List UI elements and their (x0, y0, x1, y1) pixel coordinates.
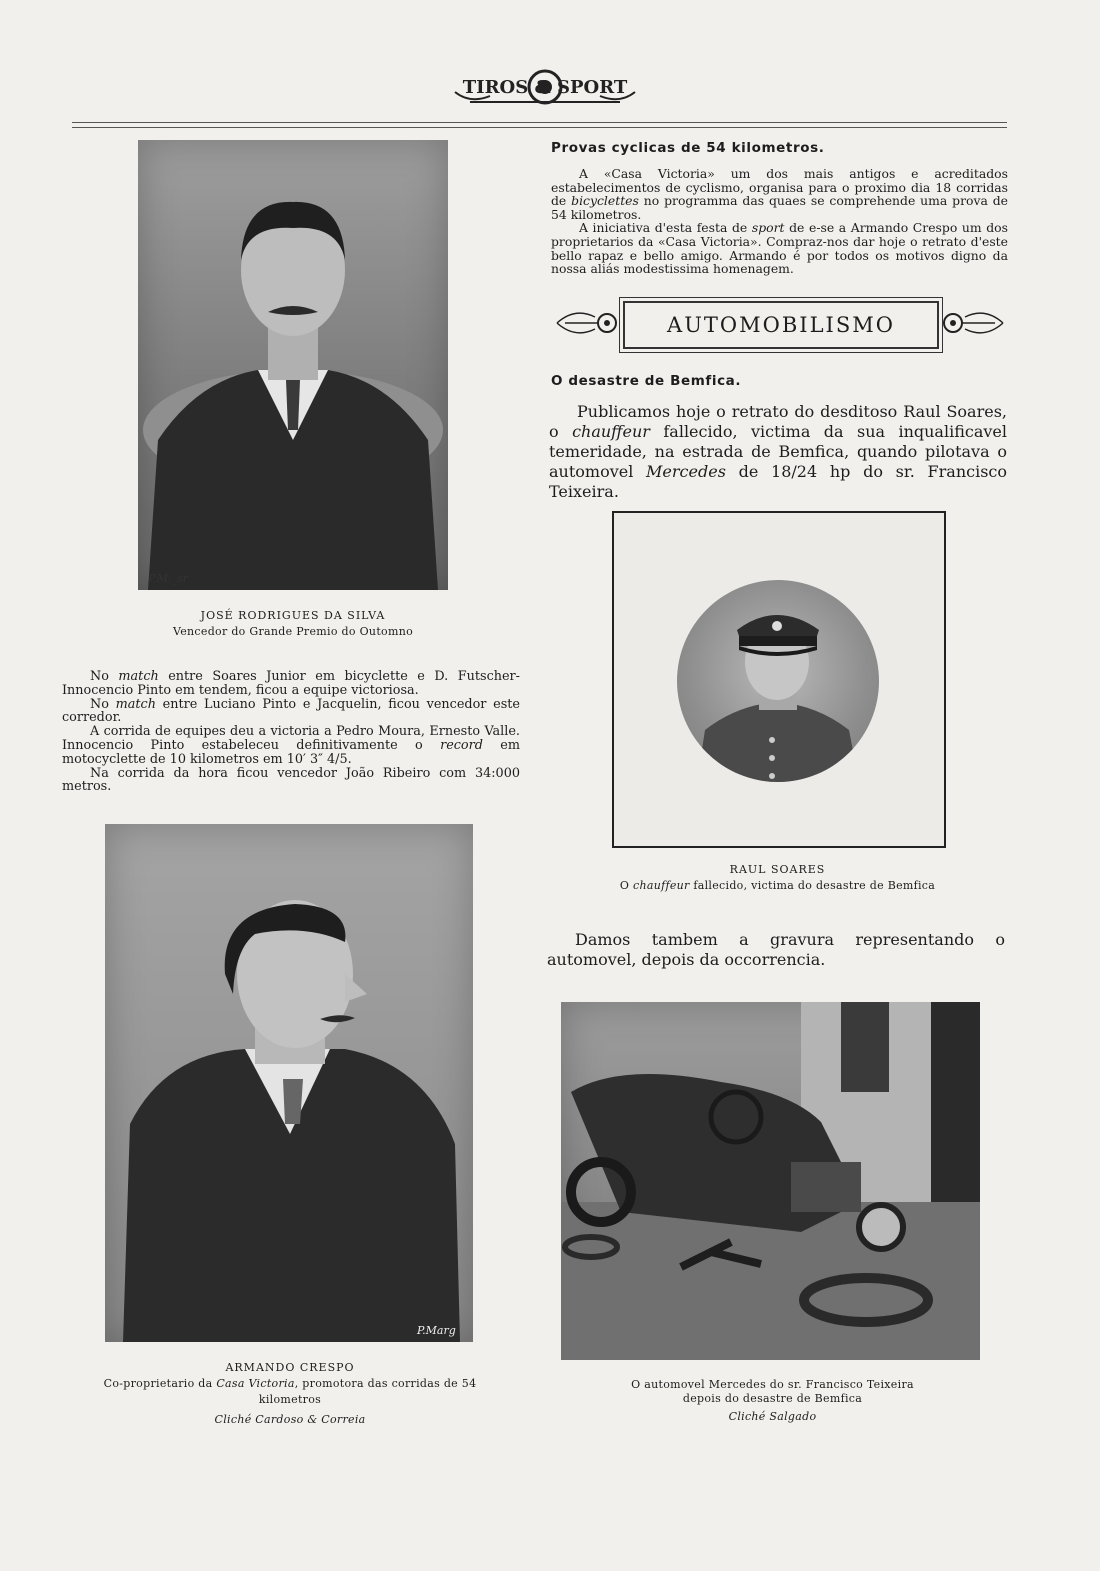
article-provas-cyclicas (551, 167, 1008, 276)
caption-armando (80, 1360, 500, 1428)
caption-raul-soares (590, 862, 965, 894)
photo-armando-crespo (105, 824, 473, 1342)
header-rule-2 (72, 127, 1007, 128)
caption-desc: O chauffeur fallecido, victima do desastre de Bemfica (619, 879, 936, 892)
photo-credit: Cliché Salgado (728, 1410, 817, 1423)
header-rule (72, 122, 1007, 123)
paragraph: A iniciativa d'esta festa de sport de e-se a Armando Crespo um dos proprietarios da «Casa Victoria». Compraz-nos dar hoje o retrato d'este bello rapaz e bello amigo. Armando é por todos os motivos digno da nossa aliás modestissima homenagem. (551, 220, 1008, 277)
article-gravura (547, 930, 1005, 970)
paragraph: A «Casa Victoria» um dos mais antigos e acreditados estabelecimentos de cyclismo, organisa para o proximo dia 18 corridas de bicyclettes no programma das quaes se comprehende uma prova de 54 kilometros. (551, 166, 1009, 222)
caption-desc: Co-proprietario da Casa Victoria, promotora das corridas de 54 kilometros (103, 1377, 477, 1406)
masthead-logo (450, 62, 640, 112)
paragraph: No match entre Luciano Pinto e Jacquelin, ficou vencedor este corredor. (62, 696, 520, 726)
heading-desastre-bemfica: O desastre de Bemfica. (551, 373, 742, 389)
paragraph: No match entre Soares Junior em bicyclette e D. Futscher-Innocencio Pinto em tendem, ficou a equipe victoriosa. (62, 669, 520, 698)
masthead-title: TIROS & SPORT (462, 77, 628, 98)
left-article-text (62, 670, 520, 794)
photo-credit: Cliché Cardoso & Correia (214, 1413, 366, 1426)
ornament-left-icon (555, 303, 621, 343)
caption-desc: Vencedor do Grande Premio do Outomno (173, 625, 413, 638)
photo-signature: P.Marg (417, 1324, 456, 1337)
paragraph: Publicamos hoje o retrato do desditoso Raul Soares, o chauffeur fallecido, victima da sua inqualificavel temeridade, na estrada de Bemfica, quando pilotava o automovel Mercedes de 18/24 hp do sr. Francisco Teixeira. (549, 402, 1008, 501)
heading-provas-cyclicas: Provas cyclicas de 54 kilometros. (551, 140, 825, 156)
paragraph: A corrida de equipes deu a victoria a Pedro Moura, Ernesto Valle. Innocencio Pinto estabeleceu definitivamente o record em motocyclette de 10 kilometros em 10′ 3″ 4/5. (62, 724, 520, 767)
caption-name: RAUL SOARES (729, 863, 826, 876)
photo-wrecked-mercedes (561, 1002, 980, 1360)
section-banner (555, 297, 1005, 353)
photo-raul-soares (677, 580, 879, 782)
article-desastre (549, 402, 1007, 502)
paragraph: Damos tambem a gravura representando o automovel, depois da occorrencia. (547, 930, 1005, 969)
photo-signature: P.M._sr (148, 572, 188, 585)
section-title: AUTOMOBILISMO (623, 301, 939, 349)
photo-frame-raul-soares (612, 511, 946, 848)
caption-line: depois do desastre de Bemfica (682, 1392, 863, 1405)
ornament-right-icon (939, 303, 1005, 343)
caption-line: O automovel Mercedes do sr. Francisco Teixeira (631, 1378, 914, 1391)
caption-name: JOSÉ RODRIGUES DA SILVA (200, 609, 386, 622)
caption-wrecked-mercedes (575, 1378, 970, 1424)
paragraph: Na corrida da hora ficou vencedor João Ribeiro com 34:000 metros. (62, 765, 520, 795)
caption-jose (138, 608, 448, 640)
caption-name: ARMANDO CRESPO (225, 1361, 355, 1374)
photo-jose-rodrigues (138, 140, 448, 590)
